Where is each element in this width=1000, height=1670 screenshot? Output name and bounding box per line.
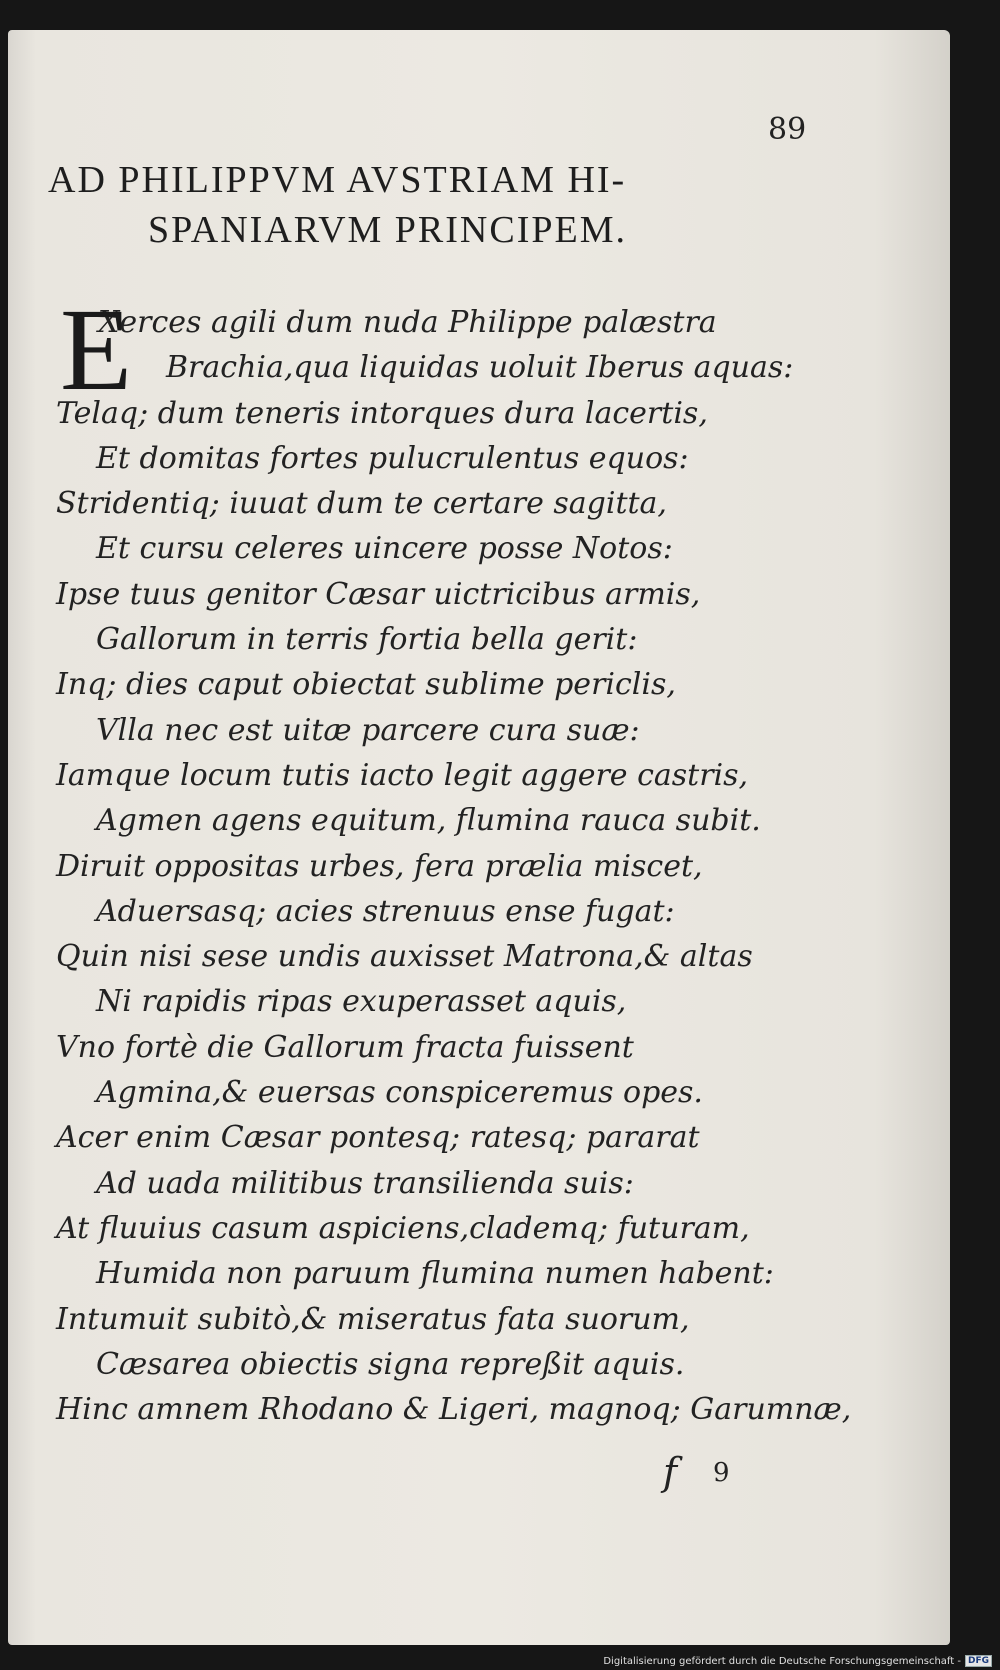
verse-line: Stridentiq; iuuat dum te certare sagitta, [56,486,667,522]
verse-line: Vlla nec est uitæ parcere cura suæ: [96,712,640,748]
verse-line: Inq; dies caput obiectat sublime periclis, [56,667,676,703]
verse-line: Iamque locum tutis iacto legit aggere castris, [56,757,749,793]
verse-line: Hinc amnem Rhodano & Ligeri, magnoq; Garumnæ, [56,1392,852,1428]
dfg-logo: DFG [965,1655,992,1667]
verse-line: Et cursu celeres uincere posse Notos: [96,531,673,567]
verse-line: Gallorum in terris fortia bella gerit: [96,622,638,658]
verse-line: Acer enim Cæsar pontesq; ratesq; pararat [56,1120,700,1156]
title-line-1: AD PHILIPPVM AVSTRIAM HI- [48,159,627,201]
book-page [8,30,950,1645]
verse-line: Ipse tuus genitor Cæsar uictricibus armis, [56,576,701,612]
verse-line: Ni rapidis ripas exuperasset aquis, [96,984,627,1020]
verse-line: Brachia,qua liquidas uoluit Iberus aquas: [166,350,794,386]
drop-cap: E [60,284,133,415]
verse-line: Ad uada militibus transilienda suis: [96,1165,634,1201]
verse-line: Telaq; dum teneris intorques dura lacertis, [56,395,708,431]
verse-line: Quin nisi sese undis auxisset Matrona,& altas [56,939,753,975]
verse-line: Diruit oppositas urbes, fera prælia miscet, [56,848,703,884]
verse-line: Vno fortè die Gallorum fracta fuissent [56,1029,634,1065]
verse-line: Aduersasq; acies strenuus ense fugat: [96,893,675,929]
verse-line: Agmen agens equitum, flumina rauca subit. [96,803,761,839]
digitization-footer [603,1655,992,1667]
verse-line: Xerces agili dum nuda Philippe palæstra [98,305,717,340]
verse-line: Cæsarea obiectis signa repreßit aquis. [96,1346,685,1382]
signature-number: 9 [713,1458,730,1488]
poem-title [48,155,828,255]
faded-library-stamp [56,1460,136,1500]
title-line-2: SPANIARVM PRINCIPEM. [148,209,628,251]
footer-text: Digitalisierung gefördert durch die Deutsche Forschungsgemeinschaft - [603,1655,961,1667]
verse-line: Et domitas fortes pulucrulentus equos: [96,440,689,476]
verse-line: At fluuius casum aspiciens,clademq; futuram, [56,1210,750,1246]
page-number: 89 [768,112,807,147]
verse-line: Humida non paruum flumina numen habent: [96,1256,774,1292]
poem-body [56,284,856,1432]
verse-line: Intumuit subitò,& miseratus fata suorum, [56,1301,690,1337]
verse-line: Agmina,& euersas conspiceremus opes. [96,1075,703,1111]
signature-mark: f [663,1450,678,1494]
